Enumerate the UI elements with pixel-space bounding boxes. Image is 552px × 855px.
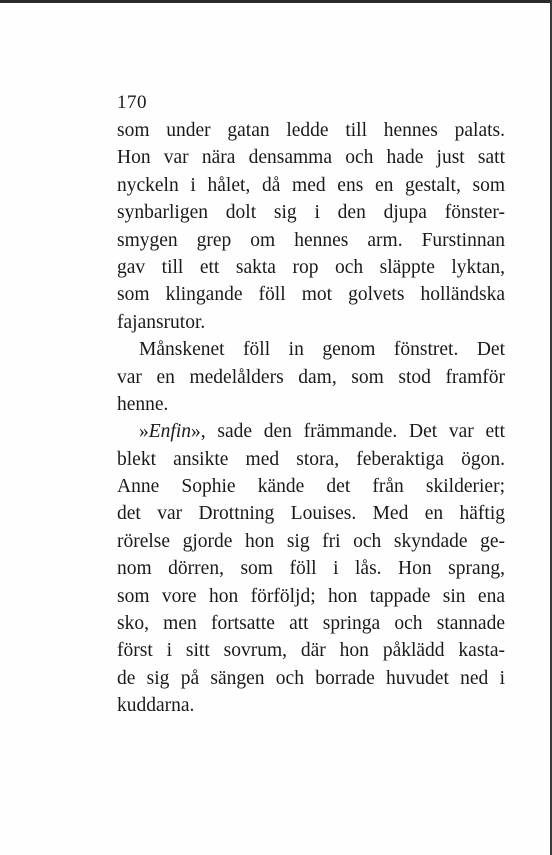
text-line: Månskenet föll in genom fönstret. Det [139,339,505,361]
page-number: 170 [117,92,147,113]
text-line: nom dörren, som föll i lås. Hon sprang, [117,558,505,580]
text-line: smygen grep om hennes arm. Furstinnan [117,229,505,251]
text-line: som under gatan ledde till hennes palats. [117,120,505,141]
text-line: kuddarna. [117,695,195,717]
text-line-italic-start: »Enfin», sade den främmande. Det var ett [139,421,505,443]
text-line: nyckeln i hålet, då med ens en gestalt, som [117,174,505,196]
text-line: Hon var nära densamma och hade just satt [117,147,505,169]
text-line: som klingande föll mot golvets holländska [117,284,505,306]
italic-word: Enfin [148,421,191,443]
body-text [117,117,505,720]
text-line: rörelse gjorde hon sig fri och skyndade ge- [117,530,505,552]
text-line: gav till ett sakta rop och släppte lyktan, [117,256,505,278]
text-line: sko, men fortsatte att springa och stannade [117,613,505,635]
text-line: synbarligen dolt sig i den djupa fönster- [117,202,505,224]
text-line: de sig på sängen och borrade huvudet ned i [117,667,505,689]
top-edge-rule [0,0,552,3]
text-line: fajansrutor. [117,311,206,333]
text-line: först i sitt sovrum, där hon påklädd kasta- [117,640,505,662]
text-line: henne. [117,393,169,415]
text-line: som vore hon förföljd; hon tappade sin ena [117,585,505,607]
text-line: Anne Sophie kände det från skilderier; [117,476,505,498]
text-line: var en medelålders dam, som stod framför [117,366,505,388]
text-line: blekt ansikte med stora, feberaktiga ögon. [117,448,505,470]
text-line: det var Drottning Louises. Med en häftig [117,503,505,525]
